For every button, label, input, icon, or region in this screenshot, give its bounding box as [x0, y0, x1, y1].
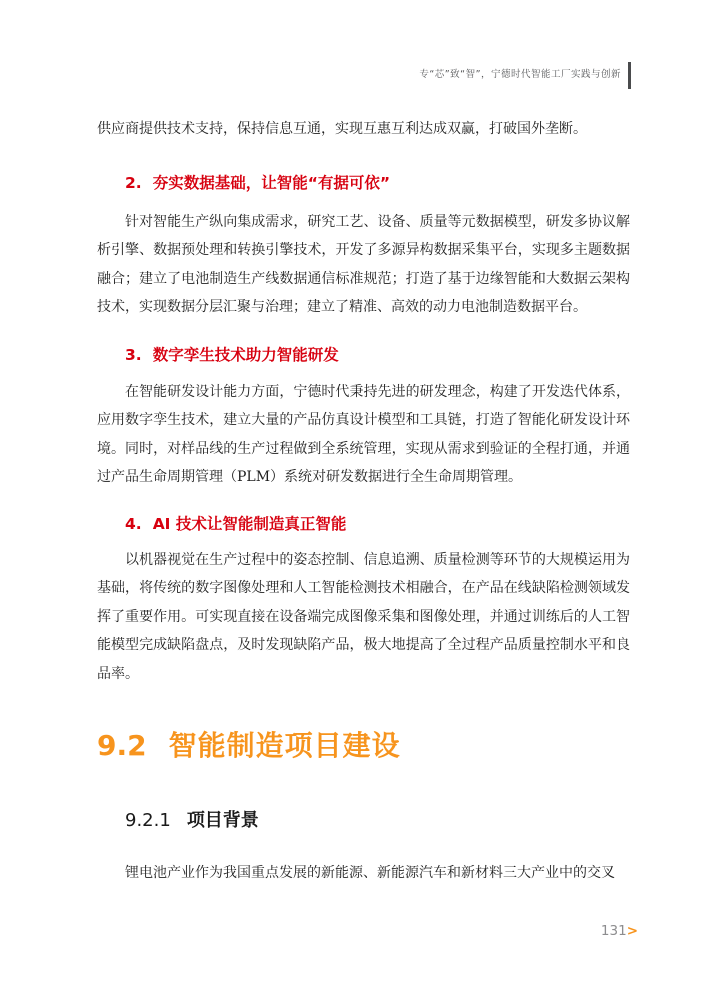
section-title: 智能制造项目建设 [168, 729, 401, 762]
heading-number: 4. [125, 514, 142, 533]
paragraph-ai-technology: 以机器视觉在生产过程中的姿态控制、信息追溯、质量检测等环节的大规模运用为基础，将传统的数字图像处理和人工智能检测技术相融合，在产品在线缺陷检测领域发挥了重要作用。可实现直接在设备端完成图像采集和图像处理，并通过训练后的人工智能模型完成缺陷盘点，及时发现缺陷产品，极大地提高了全过程产品质量控制水平和良品率。 [97, 551, 630, 682]
page-footer [601, 921, 638, 941]
subsection-number: 9.2.1 [125, 810, 171, 831]
subsection-heading-9-2-1 [125, 809, 630, 833]
opening-paragraph: 锂电池产业作为我国重点发展的新能源、新能源汽车和新材料三大产业中的交叉 [125, 865, 615, 881]
subsection-title: 项目背景 [186, 810, 259, 831]
page-content [97, 115, 630, 888]
running-header-title: 专“芯”致“智”，宁德时代智能工厂实践与创新 [419, 69, 621, 80]
continuation-paragraph: 供应商提供技术支持，保持信息互通，实现互惠互利达成双赢，打破国外垄断。 [97, 121, 587, 137]
paragraph-data-foundation: 针对智能生产纵向集成需求，研究工艺、设备、质量等元数据模型，研发多协议解析引擎、数据预处理和转换引擎技术，开发了多源异构数据采集平台，实现多主题数据融合；建立了电池制造生产线数据通信标准规范；打造了基于边缘智能和大数据云架构技术，实现数据分层汇聚与治理；建立了精准、高效的动力电池制造数据平台。 [97, 213, 630, 315]
section-number: 9.2 [97, 729, 147, 762]
heading-number: 3. [125, 345, 142, 364]
header-divider-bar [628, 62, 631, 89]
numbered-heading-3 [125, 344, 630, 366]
paragraph-digital-twin: 在智能研发设计能力方面，宁德时代秉持先进的研发理念，构建了开发迭代体系，应用数字孪生技术，建立大量的产品仿真设计模型和工具链，打造了智能化研发设计环境。同时，对样品线的生产过程做到全系统管理，实现从需求到验证的全程打通，并通过产品生命周期管理（PLM）系统对研发数据进行全生命周期管理。 [97, 383, 630, 485]
running-header [419, 61, 631, 89]
page-number-arrow-icon: > [626, 923, 638, 939]
section-heading-9-2 [97, 729, 630, 763]
page-number: 131 [600, 923, 627, 939]
numbered-heading-4 [125, 513, 630, 535]
heading-title: 夯实数据基础，让智能“有据可依” [152, 173, 391, 192]
heading-number: 2. [125, 173, 142, 192]
heading-title: 数字孪生技术助力智能研发 [152, 345, 339, 364]
heading-title: AI 技术让智能制造真正智能 [152, 514, 347, 533]
numbered-heading-2 [125, 172, 630, 194]
